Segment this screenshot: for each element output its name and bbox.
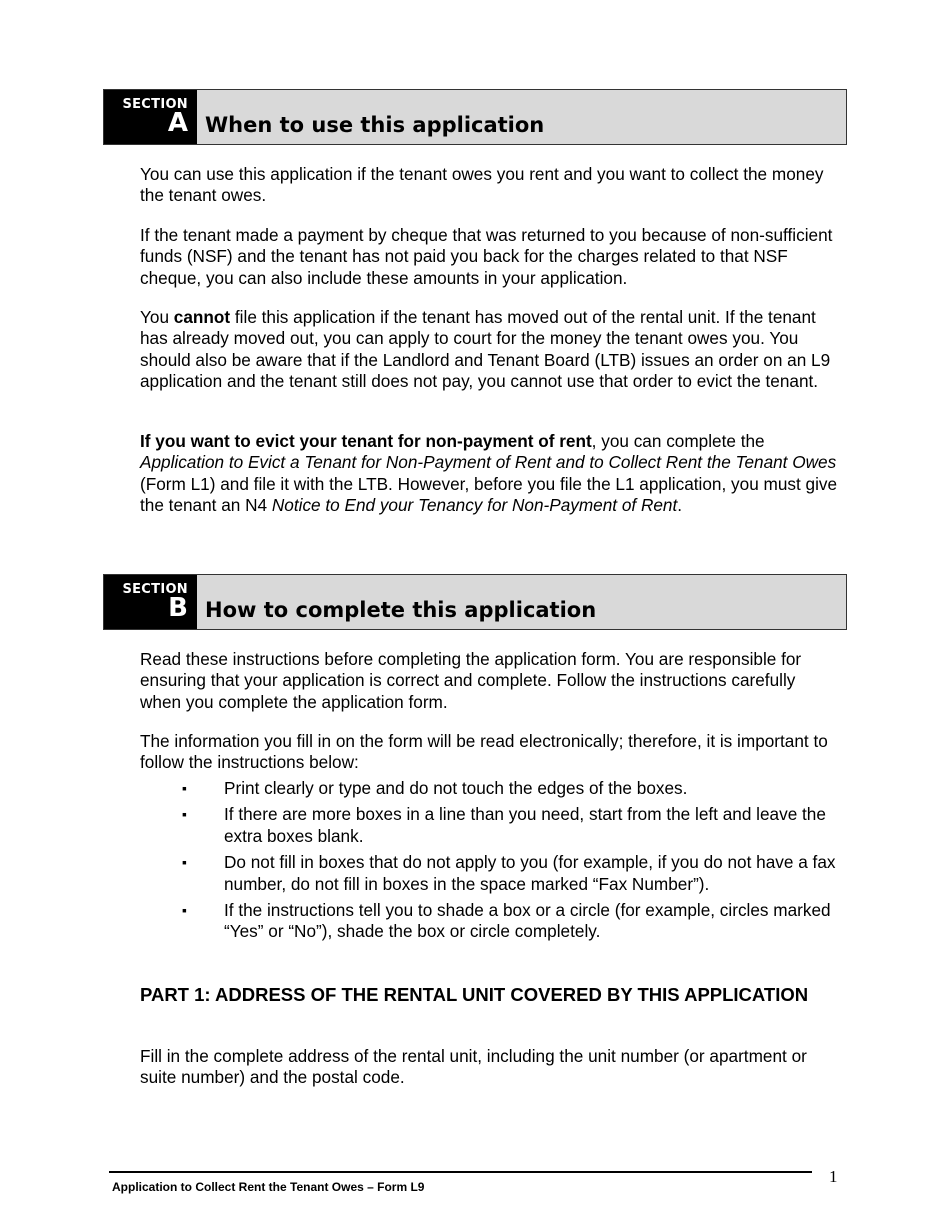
p3-pre: You bbox=[140, 307, 174, 327]
section-b-letter: B bbox=[168, 593, 188, 623]
section-b-header bbox=[103, 574, 847, 630]
section-a-word: SECTION bbox=[122, 97, 188, 112]
instruction-list bbox=[140, 778, 840, 948]
section-b-paragraph-2: The information you fill in on the form will be read electronically; therefore, it is important to follow the instructions below: bbox=[140, 731, 828, 773]
section-a-paragraph-1: You can use this application if the tenant owes you rent and you want to collect the money the tenant owes. bbox=[140, 164, 824, 206]
section-a-header bbox=[103, 89, 847, 145]
page-number: 1 bbox=[829, 1167, 838, 1186]
list-item-text: Print clearly or type and do not touch the edges of the boxes. bbox=[224, 778, 688, 798]
section-b-paragraph-1: Read these instructions before completing the application form. You are responsible for ensuring that your application is correct and complete. Follow the instructions carefully when you complete the application form. bbox=[140, 649, 802, 712]
section-a-paragraph-3 bbox=[140, 307, 840, 393]
list-item bbox=[140, 852, 840, 895]
p3-post: file this application if the tenant has moved out of the rental unit. If the tenant has already moved out, you can apply to court for the money the tenant owes you. You should also be aware that if the Landlord and Tenant Board (LTB) issues an order on an L9 application and the tenant still does not pay, you cannot use that order to evict the tenant. bbox=[140, 307, 831, 392]
bullet-icon: ▪ bbox=[182, 854, 187, 871]
bullet-icon: ▪ bbox=[182, 780, 187, 796]
bullet-icon: ▪ bbox=[182, 806, 187, 823]
p4-text-3: . bbox=[677, 495, 683, 516]
list-item-text: If there are more boxes in a line than you need, start from the left and leave the extra boxes blank. bbox=[224, 804, 826, 846]
list-item bbox=[140, 804, 840, 847]
part-1-text: Fill in the complete address of the rental unit, including the unit number (or apartment or suite number) and the postal code. bbox=[140, 1046, 807, 1088]
p4-bold: If you want to evict your tenant for non-payment of rent bbox=[140, 431, 592, 451]
p3-bold: cannot bbox=[173, 307, 231, 327]
section-b-word: SECTION bbox=[122, 582, 188, 597]
p4-italic-1: Application to Evict a Tenant for Non-Payment of Rent and to Collect Rent the Tenant Owes bbox=[140, 452, 837, 473]
footer-divider bbox=[109, 1171, 812, 1173]
footer-form-title: Application to Collect Rent the Tenant Owes – Form L9 bbox=[112, 1180, 425, 1194]
section-a-letter: A bbox=[167, 108, 188, 138]
list-item bbox=[140, 778, 840, 799]
section-a-badge bbox=[104, 90, 197, 144]
bullet-icon: ▪ bbox=[182, 902, 187, 919]
part-1-heading: PART 1: ADDRESS OF THE RENTAL UNIT COVERED BY THIS APPLICATION bbox=[140, 984, 809, 1005]
p4-italic-2: Notice to End your Tenancy for Non-Payment of Rent bbox=[271, 495, 678, 516]
p4-text-1: , you can complete the bbox=[591, 431, 765, 451]
list-item-text: Do not fill in boxes that do not apply to you (for example, if you do not have a fax number, do not fill in boxes in the space marked “Fax Number”). bbox=[224, 852, 836, 894]
section-a-paragraph-4 bbox=[140, 431, 840, 517]
section-b-title: How to complete this application bbox=[205, 598, 597, 622]
list-item bbox=[140, 900, 840, 943]
section-a-title: When to use this application bbox=[205, 113, 545, 137]
list-item-text: If the instructions tell you to shade a box or a circle (for example, circles marked “Yes” or “No”), shade the box or circle completely. bbox=[224, 900, 831, 942]
section-b-badge bbox=[104, 575, 197, 629]
section-a-paragraph-2: If the tenant made a payment by cheque that was returned to you because of non-sufficient funds (NSF) and the tenant has not paid you back for the charges related to that NSF cheque, you can also include these amounts in your application. bbox=[140, 225, 833, 288]
p4-text-2: (Form L1) and file it with the LTB. However, before you file the L1 application, you must give the tenant an N4 bbox=[140, 473, 838, 516]
